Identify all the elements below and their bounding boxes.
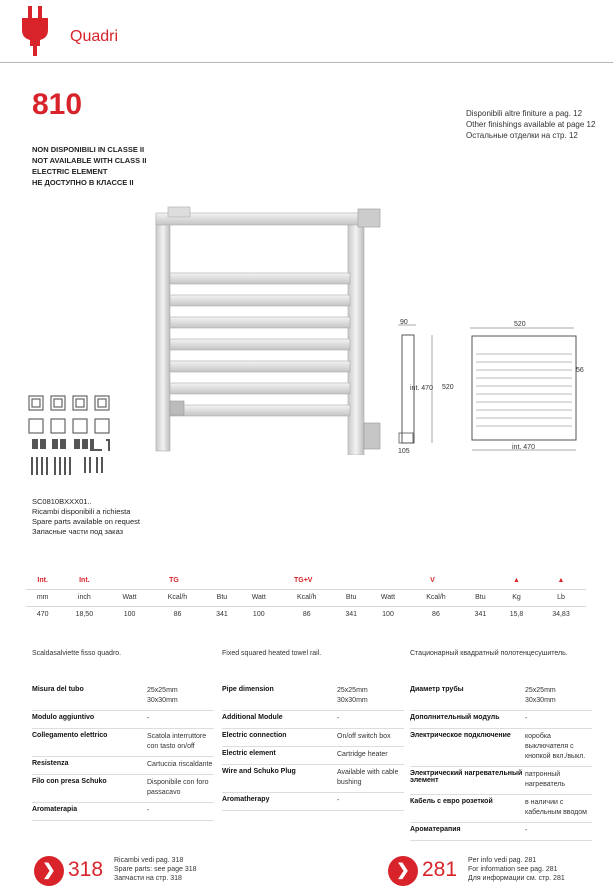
unit-cell: Watt	[239, 589, 279, 606]
feature-key: Электрический нагревательный элемент	[410, 770, 523, 784]
feature-value: 25x25mm 30x30mm	[147, 687, 178, 704]
unit-cell: Kcal/h	[150, 589, 206, 606]
value-cell: 34,83	[552, 611, 570, 619]
header-divider	[0, 62, 613, 63]
dim-width: 520	[514, 321, 526, 328]
value-cell: 86	[432, 611, 440, 619]
feature-value: -	[525, 715, 528, 722]
feature-value: Cartuccia riscaldante	[147, 761, 213, 768]
feature-value: 25x25mm 30x30mm	[525, 687, 556, 704]
feature-key: Электрическое подключение	[410, 732, 511, 739]
dim-depth: 90	[400, 319, 408, 326]
feature-key: Дополнительный модуль	[410, 714, 500, 721]
header-int-mm: Int.	[37, 576, 48, 584]
spare-code: SC0810BXXX01..	[32, 497, 92, 506]
feature-row	[32, 757, 214, 775]
feature-row	[410, 795, 592, 823]
value-cell: 341	[474, 611, 487, 619]
spec-units-row	[26, 589, 586, 606]
class-ii-note	[32, 144, 146, 188]
page-link-318-icon[interactable]: ❯	[34, 856, 64, 886]
unit-cell: Kcal/h	[408, 589, 464, 606]
value-cell: 86	[302, 611, 311, 619]
footer-left-en: Spare parts: see page 318	[114, 866, 197, 873]
value-cell: 470	[36, 611, 49, 619]
feature-row	[222, 765, 404, 793]
dim-bottom: 105	[398, 448, 410, 455]
header-tgv: TG+V	[293, 576, 313, 584]
page-link-281-icon[interactable]: ❯	[388, 856, 418, 886]
value-cell: 100	[252, 611, 265, 619]
dim-side: 56	[576, 367, 584, 374]
footer-right-en: For information see pag. 281	[468, 866, 558, 873]
footer-left-it: Ricambi vedi pag. 318	[114, 857, 184, 864]
feature-row	[410, 711, 592, 729]
dim-inner-width: int. 470	[512, 444, 535, 451]
feature-key: Pipe dimension	[222, 686, 274, 693]
spare-parts-info	[32, 497, 140, 537]
feature-key: Filo con presa Schuko	[32, 778, 107, 785]
class-ii-ru: НЕ ДОСТУПНО В КЛАССЕ II	[32, 178, 134, 187]
finishings-en: Other finishings available at page 12	[466, 120, 596, 129]
unit-cell: Kg	[497, 589, 536, 606]
feature-row	[410, 729, 592, 767]
feature-value: в наличии с кабельным вводом	[525, 799, 587, 816]
feature-value: Available with cable bushing	[337, 769, 399, 786]
feature-value: -	[525, 827, 528, 834]
feature-row	[32, 683, 214, 711]
feature-row	[410, 767, 592, 795]
feature-value: Cartridge heater	[337, 751, 388, 758]
header-int-inch: Int.	[79, 576, 90, 584]
feature-key: Collegamento elettrico	[32, 732, 108, 739]
feature-row	[32, 729, 214, 757]
class-ii-en: NOT AVAILABLE WITH CLASS II	[32, 156, 147, 165]
value-cell: 86	[173, 611, 182, 619]
feature-row	[410, 683, 592, 711]
unit-cell: Btu	[205, 589, 238, 606]
value-cell: 100	[382, 611, 394, 619]
feature-value: 25x25mm 30x30mm	[337, 687, 368, 704]
value-cell: 100	[123, 611, 136, 619]
feature-row	[410, 823, 592, 841]
header-tg: TG	[169, 576, 179, 584]
spare-parts-image	[26, 393, 122, 483]
feature-key: Aromaterapia	[32, 806, 78, 813]
finishings-ru: Остальные отделки на стр. 12	[466, 131, 578, 140]
spare-ru: Запасные части под заказ	[32, 527, 124, 536]
brand-name: Quadri	[70, 28, 119, 45]
dim-inner-height: int. 470	[410, 385, 433, 392]
finishings-note	[466, 108, 595, 141]
front-view-drawing	[462, 318, 592, 458]
feature-key: Aromatherapy	[222, 796, 270, 803]
feature-key: Кабель с евро розеткой	[410, 798, 493, 805]
class-ii-it: NON DISPONIBILI IN CLASSE II	[32, 145, 145, 154]
unit-cell: Kcal/h	[279, 589, 335, 606]
feature-value: -	[147, 715, 150, 722]
features-ru	[410, 683, 592, 841]
unit-cell: Watt	[109, 589, 149, 606]
description-it: Scaldasalviette fisso quadro.	[32, 650, 122, 657]
value-cell: 341	[345, 611, 357, 619]
value-cell: 15,8	[509, 611, 524, 619]
unit-cell: Lb	[536, 589, 586, 606]
description-ru: Стационарный квадратный полотенцесушитель.	[410, 650, 568, 657]
footer-left-ru: Запчасти на стр. 318	[114, 875, 182, 882]
feature-value: патронный нагреватель	[525, 771, 565, 788]
features-en	[222, 683, 404, 811]
page-link-318[interactable]: 318	[68, 858, 104, 881]
feature-key: Additional Module	[222, 714, 283, 721]
feature-value: -	[337, 715, 340, 722]
feature-row	[32, 803, 214, 821]
footer-right-it: Per info vedi pag. 281	[468, 857, 537, 864]
feature-value: On/off switch box	[337, 733, 391, 740]
feature-key: Resistenza	[32, 760, 69, 767]
footer-right-ru: Для информации см. стр. 281	[468, 875, 565, 882]
features-it	[32, 683, 214, 821]
dim-height: 520	[442, 384, 454, 391]
feature-row	[222, 793, 404, 811]
feature-value: коробка выключателя с кнопкой вкл./выкл.	[525, 733, 586, 760]
unit-cell: mm	[26, 589, 59, 606]
plug-icon	[20, 6, 50, 56]
weight-lb-icon: ▲	[557, 576, 565, 584]
weight-kg-icon: ▲	[513, 576, 520, 584]
feature-row	[32, 711, 214, 729]
feature-row	[222, 711, 404, 729]
feature-key: Wire and Schuko Plug	[222, 768, 296, 775]
feature-row	[32, 775, 214, 803]
page-link-281[interactable]: 281	[422, 858, 458, 881]
spare-en: Spare parts available on request	[32, 517, 140, 526]
feature-key: Диаметр трубы	[410, 686, 464, 693]
unit-cell: Btu	[464, 589, 497, 606]
unit-cell: inch	[59, 589, 109, 606]
product-image	[150, 205, 388, 455]
model-number: 810	[32, 88, 83, 121]
feature-key: Ароматерапия	[410, 826, 461, 833]
spec-header-row	[26, 572, 586, 589]
feature-value: -	[147, 807, 150, 814]
description-en: Fixed squared heated towel rail.	[222, 650, 322, 657]
feature-row	[222, 729, 404, 747]
header-v: V	[430, 576, 435, 584]
unit-cell: Watt	[368, 589, 408, 606]
spare-it: Ricambi disponibili a richiesta	[32, 507, 131, 516]
feature-value: -	[337, 797, 340, 804]
spec-table	[26, 572, 586, 623]
feature-key: Electric element	[222, 750, 276, 757]
value-cell: 18,50	[75, 611, 94, 619]
feature-row	[222, 683, 404, 711]
feature-key: Modulo aggiuntivo	[32, 714, 95, 721]
feature-key: Misura del tubo	[32, 686, 84, 693]
footer-right-text	[468, 856, 565, 883]
feature-value: Scatola interruttore con tasto on/off	[147, 733, 207, 750]
class-ii-en-2: ELECTRIC ELEMENT	[32, 167, 108, 176]
feature-key: Electric connection	[222, 732, 287, 739]
spec-values-row	[26, 606, 586, 623]
feature-value: Disponibile con foro passacavo	[147, 779, 209, 796]
finishings-it: Disponibili altre finiture a pag. 12	[466, 109, 583, 118]
unit-cell: Btu	[334, 589, 367, 606]
feature-row	[222, 747, 404, 765]
footer-left-text	[114, 856, 197, 883]
side-view-drawing	[388, 315, 450, 455]
value-cell: 341	[216, 611, 228, 619]
